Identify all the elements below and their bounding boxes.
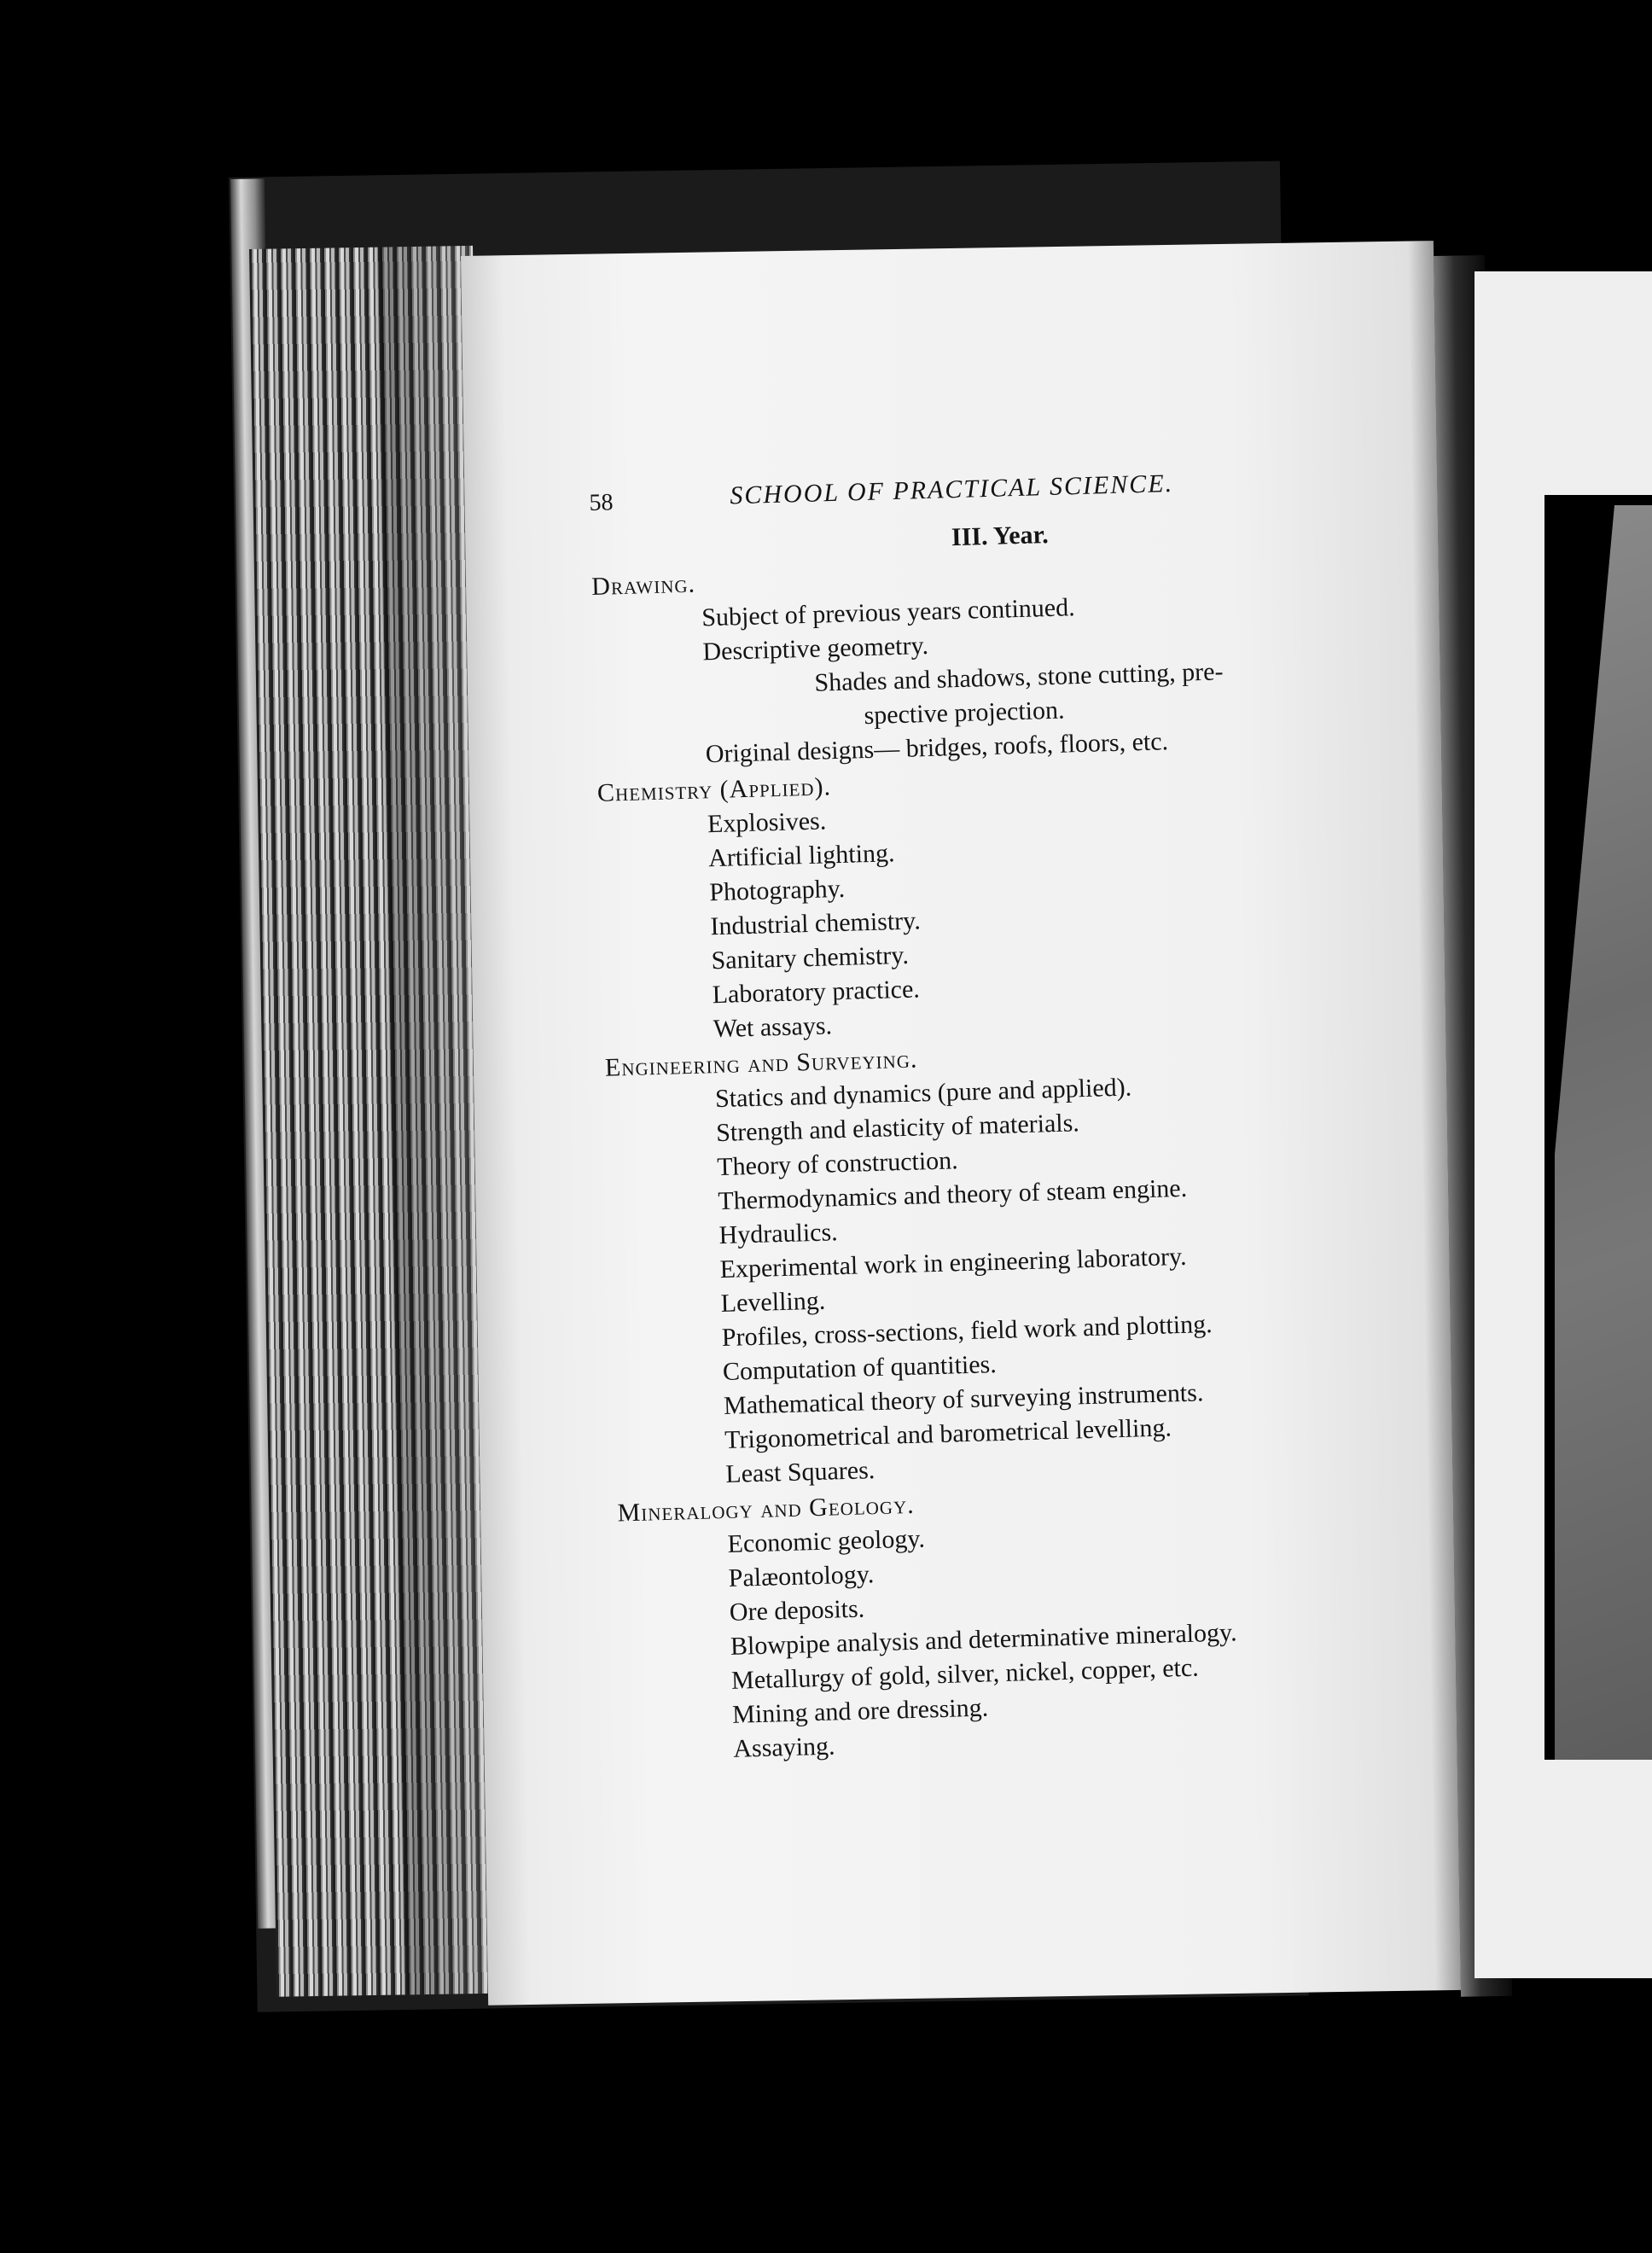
list-item: Descriptive geometry. [702, 631, 929, 667]
page-text [589, 465, 1376, 1769]
list-item: Experimental work in engineering laboratory. [719, 1242, 1187, 1284]
photo-plate [1544, 495, 1652, 1760]
year-heading: III. Year. [951, 520, 1050, 552]
page-number: 58 [589, 489, 614, 516]
list-item: Economic geology. [727, 1524, 926, 1558]
page-edges [249, 246, 500, 1997]
list-item: Wet assays. [713, 1011, 833, 1044]
list-item: Original designs— bridges, roofs, floors, etc. [705, 727, 1169, 769]
list-item: Ore deposits. [729, 1594, 865, 1627]
section-title-drawing: Drawing. [590, 569, 696, 601]
list-item: Least Squares. [724, 1456, 875, 1488]
list-item: Assaying. [732, 1732, 835, 1763]
list-item: Artificial lighting. [707, 839, 895, 873]
list-item: Palæontology. [728, 1560, 875, 1592]
list-item: Thermodynamics and theory of steam engine. [717, 1173, 1188, 1216]
running-title: SCHOOL OF PRACTICAL SCIENCE. [729, 469, 1174, 510]
list-item: Profiles, cross-sections, field work and plotting. [721, 1309, 1213, 1353]
list-item: Statics and dynamics (pure and applied). [714, 1073, 1132, 1114]
list-item: Theory of construction. [716, 1146, 959, 1182]
list-item: Industrial chemistry. [709, 906, 922, 941]
list-item: Metallurgy of gold, silver, nickel, copper, etc. [730, 1653, 1200, 1695]
list-item: Strength and elasticity of materials. [715, 1109, 1080, 1148]
list-item: Mining and ore dressing. [731, 1693, 989, 1729]
list-item: Trigonometrical and barometrical levelling. [724, 1413, 1172, 1454]
list-item: Sanitary chemistry. [711, 940, 910, 975]
list-item: Levelling. [720, 1286, 826, 1319]
list-item: Laboratory practice. [712, 975, 921, 1010]
list-item: Mathematical theory of surveying instruments. [723, 1378, 1204, 1420]
list-item: Computation of quantities. [722, 1350, 998, 1387]
list-subitem: Shades and shadows, stone cutting, pre- [814, 657, 1224, 697]
section-title-engineering: Engineering and Surveying. [604, 1045, 918, 1082]
list-item: Subject of previous years continued. [701, 593, 1076, 632]
list-item: Photography. [708, 874, 846, 907]
section-title-chemistry: Chemistry (Applied). [596, 772, 832, 807]
section-title-mineralogy: Mineralogy and Geology. [617, 1490, 916, 1528]
list-item: Hydraulics. [718, 1218, 839, 1250]
list-item: Explosives. [707, 806, 827, 839]
list-subitem-continued: spective projection. [864, 696, 1065, 731]
list-item: Blowpipe analysis and determinative mineralogy. [730, 1618, 1237, 1661]
